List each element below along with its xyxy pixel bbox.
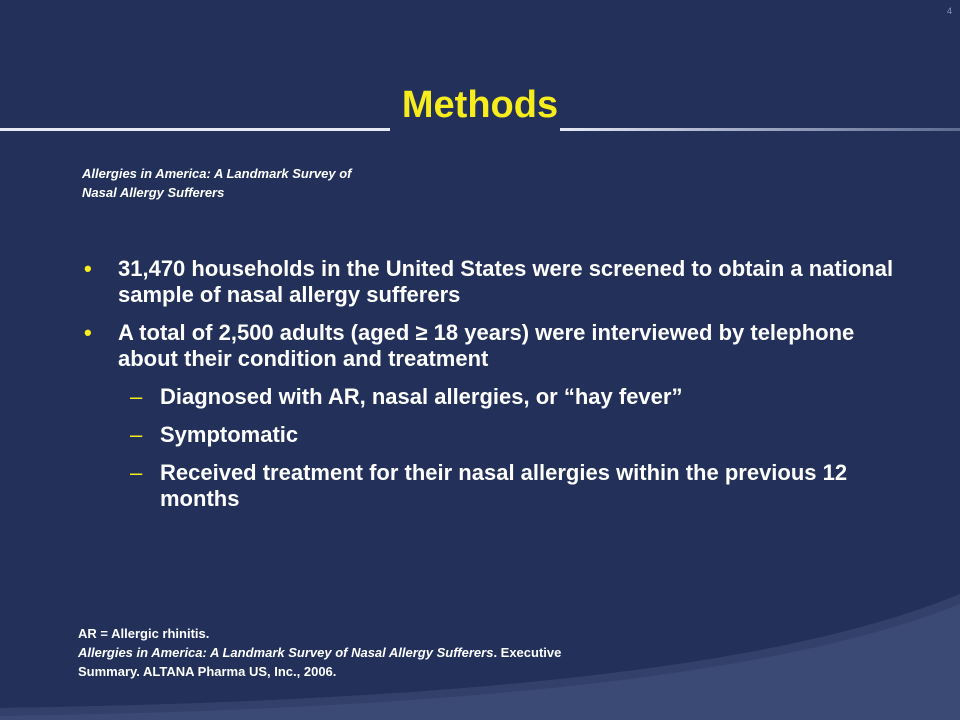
bullet-text: A total of 2,500 adults (aged ≥ 18 years) were interviewed by telephone about their condition and treatment xyxy=(118,320,855,371)
slide-title: Methods xyxy=(401,84,559,126)
sub-bullet-item xyxy=(78,422,898,448)
sub-bullet-item xyxy=(78,460,898,512)
sub-bullet-item xyxy=(78,384,898,410)
citation-title: Allergies in America: A Landmark Survey of Nasal Allergy Sufferers xyxy=(78,645,494,660)
dash-marker: – xyxy=(130,460,143,485)
dash-marker: – xyxy=(130,384,143,409)
citation-rest-1: . Executive xyxy=(493,645,562,660)
page-number: 4 xyxy=(946,6,952,16)
bullet-marker: • xyxy=(84,256,92,281)
sub-bullet-text: Symptomatic xyxy=(160,422,299,447)
bullet-item xyxy=(78,320,898,372)
bullet-marker: • xyxy=(84,320,92,345)
title-rule-left xyxy=(0,128,390,131)
footnote xyxy=(78,624,718,681)
bullet-item xyxy=(78,256,898,308)
subtitle-line-2: Nasal Allergy Sufferers xyxy=(82,185,225,200)
abbreviation-note: AR = Allergic rhinitis. xyxy=(78,626,210,641)
subtitle-line-1: Allergies in America: A Landmark Survey of xyxy=(82,166,352,181)
citation-line-1 xyxy=(78,643,718,662)
dash-marker: – xyxy=(130,422,143,447)
citation-line-2: Summary. ALTANA Pharma US, Inc., 2006. xyxy=(78,664,337,679)
sub-bullet-text: Received treatment for their nasal allergies within the previous 12 months xyxy=(160,460,848,511)
title-rule-right xyxy=(560,128,960,131)
bullet-text: 31,470 households in the United States were screened to obtain a national sample of nasal allergy sufferers xyxy=(118,256,894,307)
sub-bullet-text: Diagnosed with AR, nasal allergies, or “hay fever” xyxy=(160,384,683,409)
bullet-list xyxy=(78,256,898,524)
survey-subtitle xyxy=(82,164,502,202)
